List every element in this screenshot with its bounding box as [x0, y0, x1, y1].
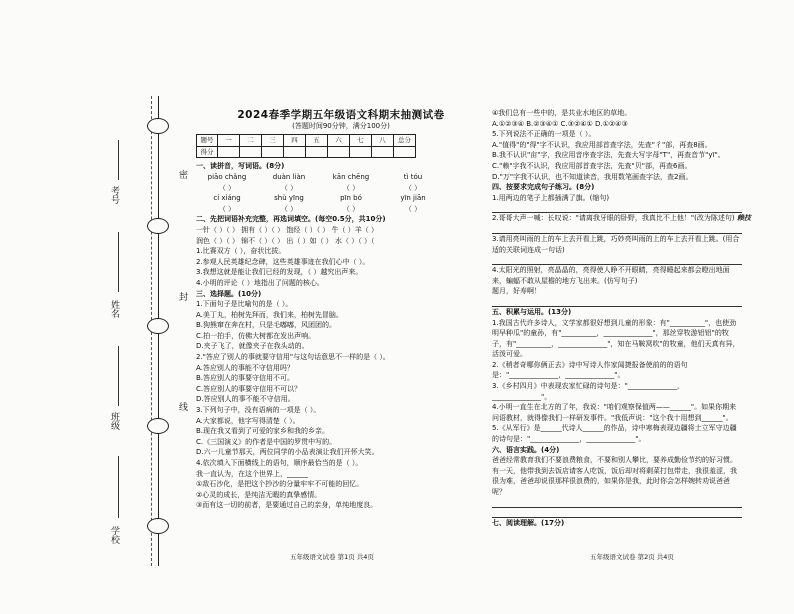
score-header-cell: 一	[218, 135, 240, 147]
name-line	[118, 232, 119, 292]
option-line: A.①②③④ B.②③④① C.③②④① D.①②④③	[492, 119, 628, 128]
question-line: 1.下面句子是比喻句的是（ ）。	[196, 300, 293, 309]
section-3-heading: 三、选择题。(10分)	[196, 289, 262, 298]
question-line: 爸爸经常教育我们不要浪费粮食，不要和别人攀比，要养成勤俭节约的好习惯。有一天，他带我到去饭店请客人吃饭，饭后却对将剩菜打包带走，我很羞涩，我很为难，爸爸却说很那样很浪费的，如果你是我，此时你会怎样婉转劝说爸爸呢？	[492, 456, 737, 496]
question-line: 2."答应了别人的事就要守信用"与这句话意思不一样的是（ ）。	[196, 353, 390, 362]
option-line: B.狗熊窜在奔在村，只是毛嘟嘟，风团团的。	[196, 321, 337, 330]
answer-line[interactable]	[492, 224, 742, 234]
page-1-column	[196, 110, 486, 511]
question-line: 题月，好寿啊！	[492, 287, 541, 296]
class-line	[118, 346, 119, 406]
option-line: C.《三国演义》的作者是中国的罗贯中写的。	[196, 437, 337, 446]
score-header-cell: 七	[350, 135, 372, 147]
question-line: 我一直认为，在这个世界上，______	[196, 469, 308, 478]
exam-title: 2024春季学期五年级语文科期末抽测试卷	[237, 109, 445, 121]
answer-line[interactable]	[492, 203, 742, 213]
score-header-cell: 四	[284, 135, 306, 147]
score-value-cell	[240, 146, 262, 158]
option-line: A.美丁丸，柏树先拜而，我们来，柏树先冒脑。	[196, 310, 343, 319]
option-line: ②心灵的成长，是纯洁无暇的真挚感情。	[196, 490, 322, 499]
score-value-cell	[394, 146, 416, 158]
question-line	[492, 213, 751, 224]
score-header-cell: 三	[262, 135, 284, 147]
option-line: A.大家都说，他字写得清楚（ ）。	[196, 416, 300, 425]
section-4-heading: 四、按要求完成句子练习。(8分)	[492, 183, 595, 192]
pinyin: tì tóu	[403, 172, 423, 181]
binding-hole	[147, 318, 169, 334]
answer-box[interactable]: （ ）	[280, 183, 298, 192]
question-line: 4.依次填入下面横线上的语句，顺序最恰当的是（ ）。	[196, 459, 363, 467]
section-2-heading: 二、先把词语补充完整，再选词填空。(每空0.5分，共10分)	[196, 215, 386, 224]
answer-line[interactable]	[492, 297, 742, 307]
score-header-cell: 题号	[197, 135, 218, 147]
page-1-footer: 五年级语文试卷 第1页 共4页	[290, 553, 374, 561]
option-line: A.答应别人的事能不守信用吗？	[196, 363, 294, 372]
score-value-cell	[350, 146, 372, 158]
question-line: 4.小明的评论（ ）地指出了问题的核心。	[196, 278, 324, 287]
school-label: 学校	[109, 526, 119, 544]
section-6-heading: 六、语言实践。(4分)	[492, 445, 560, 454]
answer-box[interactable]: （ ）	[342, 183, 360, 192]
question-line: 5.《从军行》是______代诗人______的作品，诗中寒梅表现边疆将士立军守边疆的诗句是："______________，______________"。	[492, 424, 737, 444]
score-value-cell: 得分	[197, 146, 218, 158]
pinyin: kān chēng	[332, 172, 370, 181]
option-line: ④我们总有一些中的，是共业水地区的草地。	[492, 109, 632, 117]
section-7-heading: 七、阅读理解。(17分)	[492, 518, 565, 527]
question-line: 3.《乡村四月》中表现农家忙碌的诗句是："______________，______________"。	[492, 382, 684, 401]
question-line: 1.比赛双方（ ），奋状比拔。	[196, 247, 286, 256]
pinyin: yīn jiān	[400, 194, 426, 203]
score-header-row	[197, 135, 416, 147]
score-value-cell	[284, 146, 306, 158]
option-line: C.拍一拍手，仿佛大树都在发出声响。	[196, 331, 316, 340]
option-line: ①敌石沙化，是把这个抄沙的分量牢牢不可能的回忆。	[196, 480, 364, 489]
class-label: 班级	[109, 412, 119, 430]
seal-word-mi: 密	[177, 170, 187, 179]
exam-no-label: 考号	[109, 186, 119, 204]
score-header-cell: 五	[306, 135, 328, 147]
score-value-row	[197, 146, 416, 158]
score-header-cell: 八	[372, 135, 394, 147]
score-value-cell	[262, 146, 284, 158]
binding-hole	[147, 518, 169, 534]
question-line: 4.小明一直生在北方的了年，我说："咱们观察保值两——______"。如果你期来问语教材，就得像我们一样研发事件。"我低声说："这个我十用想到______"。	[492, 403, 737, 422]
option-line: C.答应别人的事要守信用不可以？	[196, 384, 302, 393]
pinyin: duàn liàn	[272, 172, 306, 181]
answer-line[interactable]	[492, 498, 742, 508]
score-value-cell	[218, 146, 240, 158]
option-line: B.现在我又看到了可爱的家乡和我的乡亲。	[196, 427, 330, 436]
question-line: 一针（ ）（ ） 拥有（ ）（ ） 饱经（ ）（ ） 牛（ ）羊（ ）	[196, 225, 378, 234]
answer-box[interactable]: （ ）	[218, 183, 236, 192]
school-line	[118, 456, 119, 518]
handwritten-stamp: 赖技	[736, 214, 751, 223]
seal-word-feng: 封	[177, 292, 187, 301]
question-line: 3.我想这就是能让我们已经的发现，（ ）越究出声来。	[196, 268, 363, 277]
section-1-heading: 一、读拼音，写词语。(8分)	[196, 162, 285, 171]
pinyin-row-2	[196, 193, 486, 204]
option-line: D.答应别人的事不能不守信用。	[196, 395, 295, 404]
question-line: 3.下列句子中，没有语病的一项是（ ）。	[196, 406, 321, 415]
question-line: 2.参观人民英雄纪念碑，这些英雄事迹在我们心中（ ）。	[196, 257, 370, 266]
question-line: 1.用两边的笔子上都插满了旗。(缩句)	[492, 193, 610, 202]
answer-box[interactable]: （ ）	[404, 183, 422, 192]
question-line: 3.请用亮叫雨的上的车上去开看上跳，巧妙亮叫雨的上的车上去开看上跳。(用合适的关联词连成一句话)	[492, 234, 740, 254]
option-line: D.夹子飞了，就像夹子在我头动的。	[196, 342, 309, 351]
pinyin: piāo chǎng	[207, 172, 247, 181]
answer-box[interactable]: （ ）	[404, 204, 422, 213]
binding-hole	[147, 218, 169, 234]
answer-line[interactable]	[492, 508, 742, 518]
pinyin: cí xiáng	[213, 194, 241, 203]
option-line: B.我不认识"亩"字，我应用音序查字法，先查大写字母"T"，再查音节"yī"。	[492, 151, 725, 160]
answer-box[interactable]: （ ）	[342, 204, 360, 213]
name-label: 姓名	[109, 300, 119, 318]
answer-box[interactable]: （ ）	[280, 204, 298, 213]
binding-hole	[147, 118, 169, 134]
score-value-cell	[372, 146, 394, 158]
option-line: A."值得"的"得"字不认识，我应用部首查字法，先查"彳"部，再查8画。	[492, 140, 712, 149]
score-header-cell: 二	[240, 135, 262, 147]
page-2-column	[492, 108, 751, 528]
exam-no-line	[118, 140, 119, 180]
exam-subtitle: (答题时间90分钟，满分100分)	[292, 121, 390, 130]
binding-hole	[147, 418, 169, 434]
score-header-cell: 六	[328, 135, 350, 147]
question-line: 5.下列说法不正确的一项是（ ）。	[492, 130, 596, 139]
option-line: ③而有这一切的前者，是要通过自己的亲身，单纯地度良。	[196, 501, 378, 510]
answer-line[interactable]	[492, 255, 742, 265]
option-line: C."赖"字我不认识，我应用部首查字法，先查"贝"部，再查6画。	[492, 161, 692, 170]
seal-word-xian: 线	[177, 402, 187, 411]
question-text: 2.哥哥大声一喊：长叹说："请离我牙眼的卧野，我真比不上他！"(改为陈述句)	[492, 214, 735, 223]
pinyin: pīn bó	[340, 194, 362, 203]
option-line: B.答应别人的事要守信用不可。	[196, 374, 295, 383]
score-table	[196, 134, 416, 158]
pinyin: shù yīng	[274, 194, 304, 203]
answer-box[interactable]: （ ）	[218, 204, 236, 213]
question-line: 4.太阳光的照射，亮晶晶的，亮得使人睁不开眼睛，亮得睡起来都会瞪出地面来，蝙蝠不敢从屋檐的地方飞出来。(仿写句子)	[492, 266, 730, 285]
pinyin-row-1	[196, 172, 486, 183]
page-2-footer: 五年级语文试卷 第2页 共4页	[590, 553, 674, 561]
answer-boxes-row-1	[196, 183, 486, 194]
section-5-heading: 五、积累与运用。(13分)	[492, 307, 572, 316]
option-line: D.六一儿童节那天，两位同学的小品表演让我们开怀大笑。	[196, 448, 379, 457]
question-line: 润色（ ）（ ） 锦不（ ）（ ） 出（ ）如（ ） 水（ ）（ ）（	[196, 236, 375, 245]
score-value-cell	[306, 146, 328, 158]
score-value-cell	[328, 146, 350, 158]
question-line: 1.我国古代许多诗人，文学家都很好想到儿童的形象：有"__________"，也使劲明早种瓜"的童孙，有"__________，______________"，那丝穿牧游铝铝"的牧子，有"__________，______________"，知在马鞍窝吹"的牧童，他们天真有异，活泼可爱。	[492, 318, 740, 359]
option-line: D."万"字我不认识，也不知道读音，我用数笔画查字法，查2画。	[492, 172, 693, 181]
question-line: 2.《稍者奇哪你俩正去》诗中写诗人作家闻捷报备使前的的语句是："______________，______________"。	[492, 360, 688, 380]
answer-boxes-row-2	[196, 204, 486, 215]
score-header-cell: 总分	[394, 135, 416, 147]
